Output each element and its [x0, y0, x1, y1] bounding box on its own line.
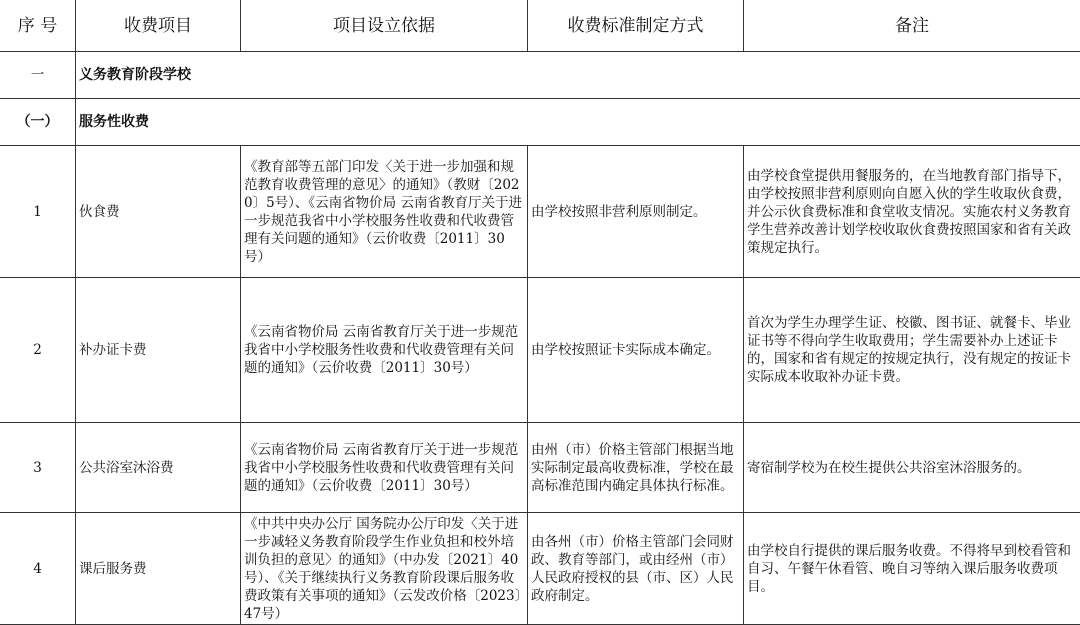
- header-basis: 项目设立依据: [241, 0, 528, 52]
- table-row: [0, 278, 1080, 423]
- row-item: 伙食费: [76, 146, 241, 278]
- row-item: 课后服务费: [76, 513, 241, 625]
- row-method: 由学校按照证卡实际成本确定。: [528, 278, 744, 423]
- header-method: 收费标准制定方式: [528, 0, 744, 52]
- row-basis: 《云南省物价局 云南省教育厅关于进一步规范我省中小学校服务性收费和代收费管理有关问题的通知》（云价收费〔2011〕30号）: [241, 423, 528, 513]
- row-no: 2: [0, 278, 76, 423]
- table-row: [0, 146, 1080, 278]
- row-no: 1: [0, 146, 76, 278]
- table-row: [0, 423, 1080, 513]
- row-basis: 《教育部等五部门印发〈关于进一步加强和规范教育收费管理的意见〉的通知》（教财〔2020〕5号）、《云南省物价局 云南省教育厅关于进一步规范我省中小学校服务性收费和代收费管理有关问题的通知》（云价收费〔2011〕30号）: [241, 146, 528, 278]
- header-no: 序 号: [0, 0, 76, 52]
- row-method: 由学校按照非营利原则制定。: [528, 146, 744, 278]
- row-note: 寄宿制学校为在校生提供公共浴室沐浴服务的。: [744, 423, 1080, 513]
- subsection-row: [0, 99, 1080, 146]
- row-note: 由学校自行提供的课后服务收费。不得将早到校看管和自习、午餐午休看管、晚自习等纳入课后服务收费项目。: [744, 513, 1080, 625]
- header-row: [0, 0, 1080, 52]
- row-no: 3: [0, 423, 76, 513]
- row-item: 公共浴室沐浴费: [76, 423, 241, 513]
- subsection-no: （一）: [0, 99, 76, 146]
- row-method: 由各州（市）价格主管部门会同财政、教育等部门，或由经州（市）人民政府授权的县（市、区）人民政府制定。: [528, 513, 744, 625]
- subsection-title: 服务性收费: [76, 99, 1080, 146]
- row-basis: 《云南省物价局 云南省教育厅关于进一步规范我省中小学校服务性收费和代收费管理有关问题的通知》（云价收费〔2011〕30号）: [241, 278, 528, 423]
- header-note: 备注: [744, 0, 1080, 52]
- section-row: [0, 52, 1080, 99]
- row-note: 首次为学生办理学生证、校徽、图书证、就餐卡、毕业证书等不得向学生收取费用；学生需要补办上述证卡的，国家和省有规定的按规定执行，没有规定的按证卡实际成本收取补办证卡费。: [744, 278, 1080, 423]
- row-no: 4: [0, 513, 76, 625]
- section-title: 义务教育阶段学校: [76, 52, 1080, 99]
- row-note: 由学校食堂提供用餐服务的，在当地教育部门指导下，由学校按照非营利原则向自愿入伙的学生收取伙食费，并公示伙食费标准和食堂收支情况。实施农村义务教育学生营养改善计划学校收取伙食费按照国家和省有关政策规定执行。: [744, 146, 1080, 278]
- table-row: [0, 513, 1080, 625]
- row-method: 由州（市）价格主管部门根据当地实际制定最高收费标准，学校在最高标准范围内确定具体执行标准。: [528, 423, 744, 513]
- row-basis: 《中共中央办公厅 国务院办公厅印发〈关于进一步减轻义务教育阶段学生作业负担和校外培训负担的意见〉的通知》（中办发〔2021〕40号）、《关于继续执行义务教育阶段课后服务收费政策有关事项的通知》（云发改价格〔2023〕47号）: [241, 513, 528, 625]
- row-item: 补办证卡费: [76, 278, 241, 423]
- section-no: 一: [0, 52, 76, 99]
- header-item: 收费项目: [76, 0, 241, 52]
